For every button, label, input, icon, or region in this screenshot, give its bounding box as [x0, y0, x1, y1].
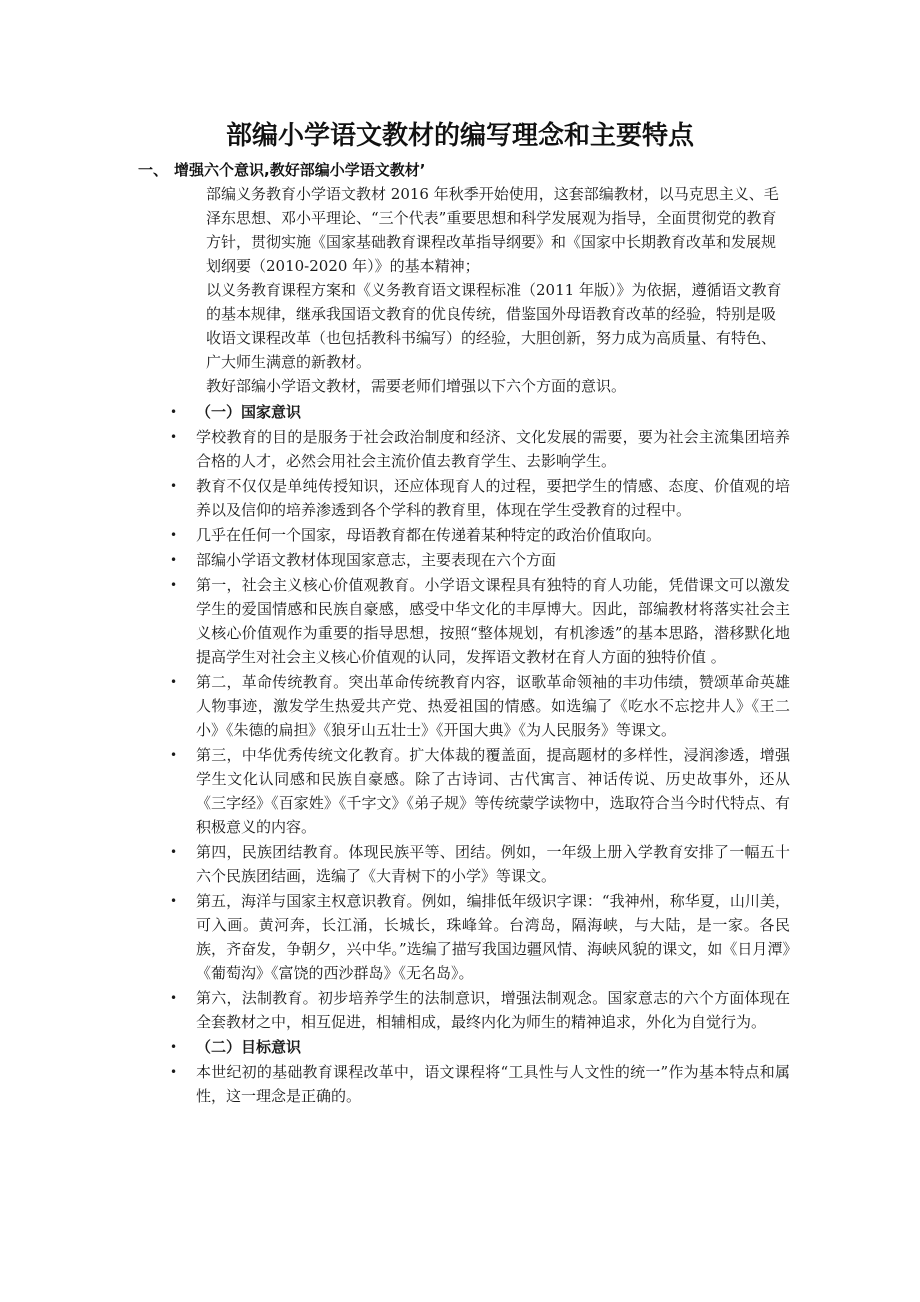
- subsection-heading-item: [170, 400, 790, 424]
- bullet-icon: •: [170, 845, 178, 859]
- bullet-icon: •: [170, 1065, 178, 1079]
- section-heading-text: 增强六个意识,教好部编小学语文教材’: [174, 161, 426, 179]
- bullet-icon: •: [170, 894, 178, 908]
- section-heading: [138, 158, 798, 182]
- bullet-icon: •: [170, 675, 178, 689]
- list-item-text: 第四，民族团结教育。体现民族平等、团结。例如，一年级上册入学教育安排了一幅五十六个民族团结画，选编了《大青树下的小学》等课文。: [196, 843, 790, 885]
- list-item: [170, 573, 790, 669]
- list-item: [170, 986, 790, 1034]
- list-item: [170, 1060, 790, 1108]
- list-item: [170, 523, 790, 547]
- intro-paragraphs: [206, 182, 786, 398]
- list-item-text: 第三，中华优秀传统文化教育。扩大体裁的覆盖面，提高题材的多样性，浸润渗透，增强学生文化认同感和民族自豪感。除了古诗词、古代寓言、神话传说、历史故事外，还从《三字经》《百家姓》《千字文》《弟子规》等传统蒙学读物中，选取符合当今时代特点、有积极意义的内容。: [196, 746, 790, 836]
- bullet-icon: •: [170, 479, 178, 493]
- bullet-icon: •: [170, 430, 178, 444]
- bullet-icon: •: [170, 405, 178, 419]
- list-item-text: 几乎在任何一个国家，母语教育都在传递着某种特定的政治价值取向。: [196, 526, 662, 544]
- list-item-text: 第二，革命传统教育。突出革命传统教育内容，讴歌革命领袖的丰功伟绩，赞颂革命英雄人物事迹，激发学生热爱共产党、热爱祖国的情感。如选编了《吃水不忘挖井人》《王二小》《朱德的扁担》《狼牙山五壮士》《开国大典》《为人民服务》等课文。: [196, 673, 790, 739]
- bullet-icon: •: [170, 528, 178, 542]
- bullet-icon: •: [170, 1040, 178, 1054]
- list-item: [170, 548, 790, 572]
- document-title: 部编小学语文教材的编写理念和主要特点: [225, 121, 694, 151]
- list-item: [170, 425, 790, 473]
- list-item: [170, 840, 790, 888]
- list-item: [170, 743, 790, 839]
- section-number: 一、: [138, 161, 169, 179]
- list-item-text: 第一，社会主义核心价值观教育。小学语文课程具有独特的育人功能，凭借课文可以激发学生的爱国情感和民族自豪感，感受中华文化的丰厚博大。因此，部编教材将落实社会主义核心价值观作为重要的指导思想，按照“整体规划，有机渗透”的基本思路，潜移默化地提高学生对社会主义核心价值观的认同，发挥语文教材在育人方面的独特价值 。: [196, 576, 790, 666]
- subsection-heading-text: （二）目标意识: [196, 1038, 302, 1056]
- intro-paragraph: 教好部编小学语文教材，需要老师们增强以下六个方面的意识。: [206, 377, 627, 395]
- bullet-icon: •: [170, 748, 178, 762]
- list-item-text: 本世纪初的基础教育课程改革中，语文课程将“工具性与人文性的统一”作为基本特点和属性，这一理念是正确的。: [196, 1063, 790, 1105]
- subsection-heading-item: [170, 1035, 790, 1059]
- list-item-text: 学校教育的目的是服务于社会政治制度和经济、文化发展的需要，要为社会主流集团培养合格的人才，必然会用社会主流价值去教育学生、去影响学生。: [196, 428, 790, 470]
- intro-paragraph: 部编义务教育小学语文教材 2016 年秋季开始使用，这套部编教材，以马克思主义、毛泽东思想、邓小平理论、“三个代表”重要思想和科学发展观为指导，全面贯彻党的教育方针，贯彻实施《国家基础教育课程改革指导纲要》和《国家中长期教育改革和发展规划纲要（2010-2020 年）》的基本精神；: [206, 185, 779, 275]
- list-item-text: 教育不仅仅是单纯传授知识，还应体现育人的过程，要把学生的情感、态度、价值观的培养以及信仰的培养渗透到各个学科的教育里，体现在学生受教育的过程中。: [196, 477, 790, 519]
- list-item: [170, 889, 790, 985]
- list-item-text: 第六，法制教育。初步培养学生的法制意识，增强法制观念。国家意志的六个方面体现在全套教材之中，相互促进，相辅相成，最终内化为师生的精神追求，外化为自觉行为。: [196, 989, 790, 1031]
- bullet-list: [170, 400, 790, 1109]
- bullet-icon: •: [170, 991, 178, 1005]
- list-item: [170, 474, 790, 522]
- list-item-text: 第五，海洋与国家主权意识教育。例如，编排低年级识字课：“我神州，称华夏，山川美，可入画。黄河奔，长江涌，长城长，珠峰耸。台湾岛，隔海峡，与大陆，是一家。各民族，齐奋发，争朝夕，兴中华。”选编了描写我国边疆风情、海峡风貌的课文，如《日月潭》《葡萄沟》《富饶的西沙群岛》《无名岛》。: [196, 892, 790, 982]
- list-item-text: 部编小学语文教材体现国家意志，主要表现在六个方面: [196, 551, 557, 569]
- list-item: [170, 670, 790, 742]
- bullet-icon: •: [170, 578, 178, 592]
- intro-paragraph: 以义务教育课程方案和《义务教育语文课程标准（2011 年版）》为依据，遵循语文教育的基本规律，继承我国语文教育的优良传统，借鉴国外母语教育改革的经验，特别是吸收语文课程改革（也包括教科书编写）的经验，大胆创新，努力成为高质量、有特色、广大师生满意的新教材。: [206, 281, 782, 371]
- subsection-heading-text: （一）国家意识: [196, 403, 302, 421]
- bullet-icon: •: [170, 553, 178, 567]
